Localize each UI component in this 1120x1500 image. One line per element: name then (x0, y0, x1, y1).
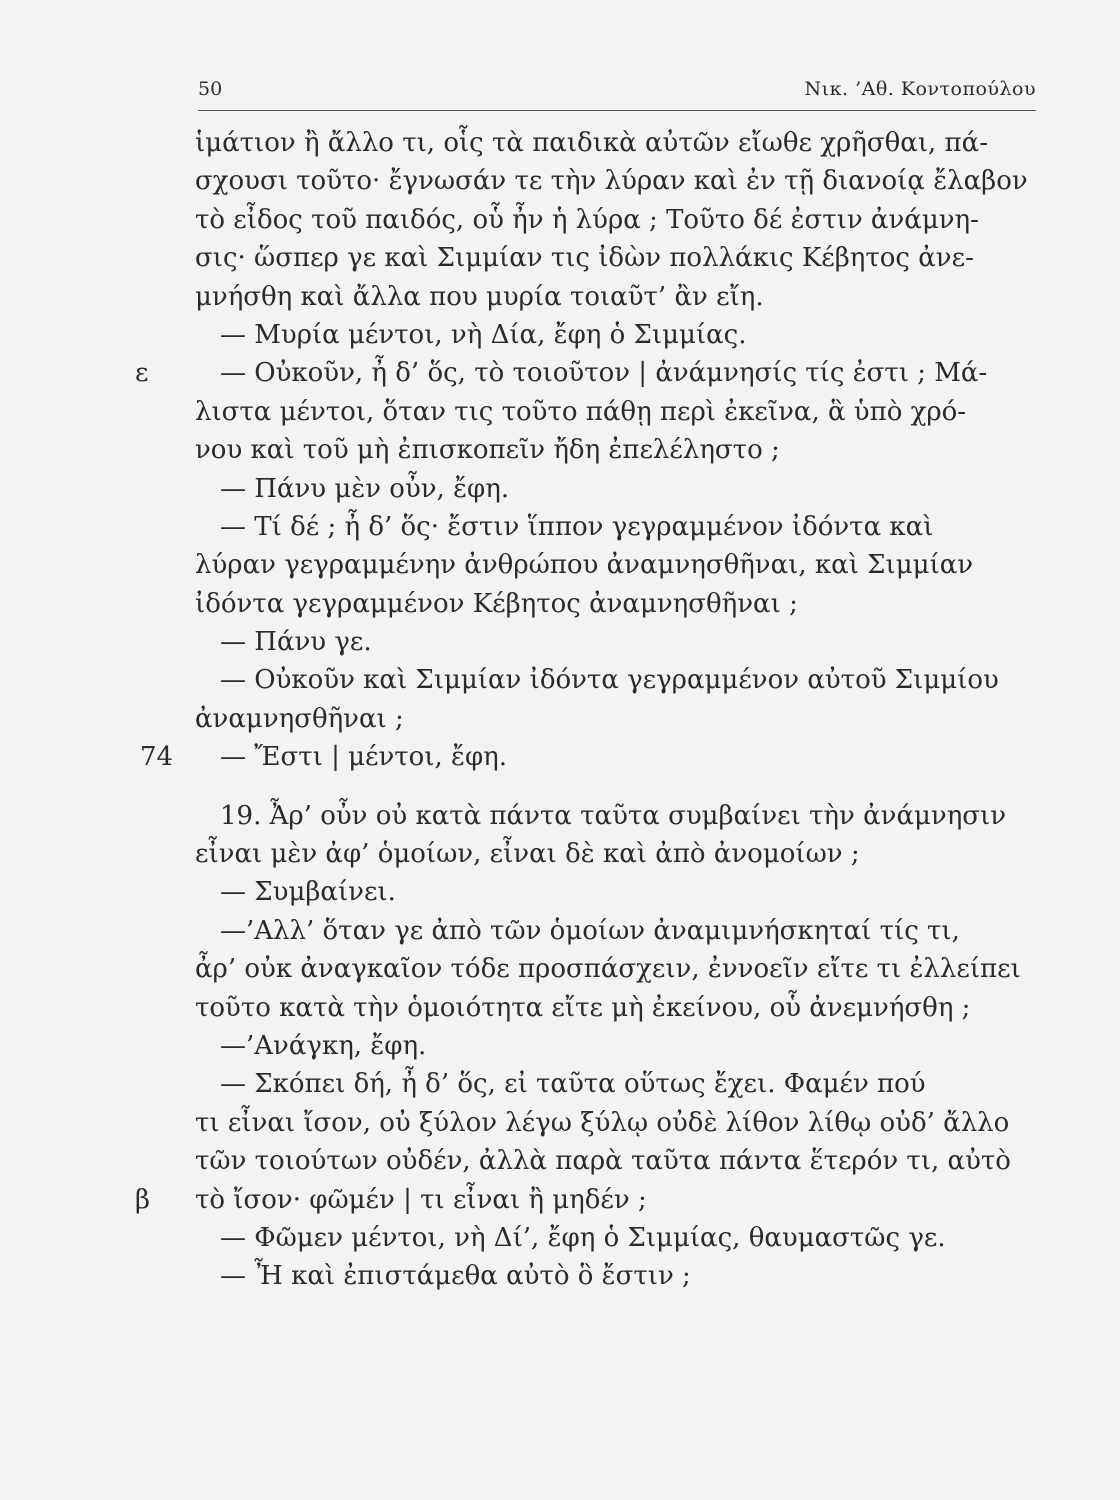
text-line: ἱμάτιον ἢ ἄλλο τι, οἷς τὰ παιδικὰ αὐτῶν εἴωθε χρῆσθαι, πά- (195, 128, 988, 158)
text-line: τι εἶναι ἴσον, οὐ ξύλον λέγω ξύλῳ οὐδὲ λίθον λίθῳ οὐδ’ ἄλλο (195, 1107, 1010, 1138)
text-line: — Πάνυ μὲν οὖν, ἔφη. (220, 473, 510, 504)
page-number: 50 (198, 78, 223, 100)
text-line: — Ἔστι | μέντοι, ἔφη. (220, 742, 508, 773)
text-line: —’Αλλ’ ὅταν γε ἀπὸ τῶν ὁμοίων ἀναμιμνήσκηταί τίς τι, (220, 915, 960, 946)
text-line: τὸ ἴσον· φῶμέν | τι εἶναι ἢ μηδέν ; (195, 1184, 647, 1215)
text-line: μνήσθη καὶ ἄλλα που μυρία τοιαῦτ’ ἂν εἴη. (195, 281, 764, 312)
text-line: — Σκόπει δή, ἦ δ’ ὅς, εἰ ταῦτα οὕτως ἔχει. Φαμέν πού (220, 1069, 926, 1100)
margin-stephanus-number: 74 (140, 742, 174, 773)
text-line: λιστα μέντοι, ὅταν τις τοῦτο πάθῃ περὶ ἐκεῖνα, ἃ ὑπὸ χρό- (195, 396, 967, 427)
text-line: ἀναμνησθῆναι ; (195, 703, 404, 734)
text-line: — Οὐκοῦν καὶ Σιμμίαν ἰδόντα γεγραμμένον αὐτοῦ Σιμμίου (220, 665, 999, 696)
text-line: — Πάνυ γε. (220, 627, 372, 658)
text-line: λύραν γεγραμμένην ἀνθρώπου ἀναμνησθῆναι, καὶ Σιμμίαν (195, 550, 974, 581)
text-line: τῶν τοιούτων οὐδέν, ἀλλὰ παρὰ ταῦτα πάντα ἕτερόν τι, αὐτὸ (195, 1146, 1011, 1177)
text-line: εἶναι μὲν ἀφ’ ὁμοίων, εἶναι δὲ καὶ ἀπὸ ἀνομοίων ; (195, 839, 860, 870)
text-line: —’Ανάγκη, ἔφη. (220, 1030, 427, 1061)
text-line: — Μυρία μέντοι, νὴ Δία, ἔφη ὁ Σιμμίας. (220, 319, 747, 350)
margin-section-marker: β (135, 1184, 151, 1215)
running-head: Νικ. ’Αθ. Κοντοπούλου (804, 78, 1036, 100)
text-line: σχουσι τοῦτο· ἔγνωσάν τε τὴν λύραν καὶ ἐν τῇ διανοίᾳ ἔλαβον (195, 166, 1028, 197)
text-line: — Συμβαίνει. (220, 877, 396, 908)
greek-text-body (135, 124, 1040, 1296)
text-line: ἰδόντα γεγραμμένον Κέβητος ἀναμνησθῆναι ; (195, 588, 798, 619)
page-header (198, 72, 1036, 111)
text-line: τὸ εἶδος τοῦ παιδός, οὗ ἦν ἡ λύρα ; Τοῦτο δέ ἐστιν ἀνάμνη- (195, 204, 979, 235)
text-line: — Φῶμεν μέντοι, νὴ Δί’, ἔφη ὁ Σιμμίας, θαυμαστῶς γε. (220, 1222, 946, 1253)
section-number-line: 19. Ἆρ’ οὖν οὐ κατὰ πάντα ταῦτα συμβαίνει τὴν ἀνάμνησιν (220, 800, 1007, 831)
text-line: — Ἦ καὶ ἐπιστάμεθα αὐτὸ ὃ ἔστιν ; (220, 1261, 691, 1292)
margin-section-marker: ε (135, 358, 149, 389)
text-line: — Οὐκοῦν, ἦ δ’ ὅς, τὸ τοιοῦτον | ἀνάμνησίς τίς ἐστι ; Μά- (220, 358, 988, 389)
text-line: νου καὶ τοῦ μὴ ἐπισκοπεῖν ἤδη ἐπελέληστο ; (195, 435, 780, 466)
text-line: — Τί δέ ; ἦ δ’ ὅς· ἔστιν ἵππον γεγραμμένον ἰδόντα καὶ (220, 511, 934, 542)
text-line: ἆρ’ οὐκ ἀναγκαῖον τόδε προσπάσχειν, ἐννοεῖν εἴτε τι ἐλλείπει (195, 954, 1021, 985)
text-line: τοῦτο κατὰ τὴν ὁμοιότητα εἴτε μὴ ἐκείνου, οὗ ἀνεμνήσθη ; (195, 992, 971, 1023)
text-line: σις· ὥσπερ γε καὶ Σιμμίαν τις ἰδὼν πολλάκις Κέβητος ἀνε- (195, 243, 974, 274)
